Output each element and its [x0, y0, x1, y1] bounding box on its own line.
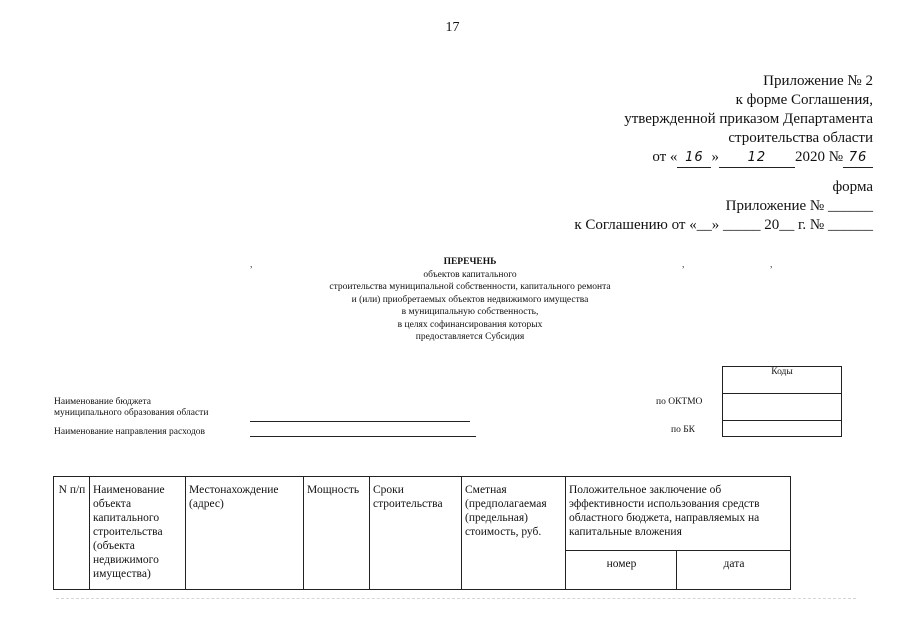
- oktmo-label: по ОКТМО: [656, 397, 703, 407]
- year-and-number-sign: 2020 №: [794, 149, 843, 165]
- title-heading: ПЕРЕЧЕНЬ: [443, 257, 497, 267]
- header-object-name: Наименование объекта капитального строительства (объекта недвижимого имущества): [90, 477, 186, 590]
- header-terms: Сроки строительства: [370, 477, 462, 590]
- title-line: объектов капитального: [423, 269, 517, 280]
- appendix-date-line: [624, 148, 873, 168]
- budget-label-line-2: муниципального образования области: [54, 408, 209, 418]
- bk-code-cell[interactable]: [723, 421, 842, 437]
- form-label: форма: [832, 179, 873, 195]
- title-line: в муниципальную собственность,: [401, 307, 539, 317]
- title-line: строительства муниципальной собственности, капитального ремонта: [329, 282, 611, 292]
- title-line: предоставляется Субсидия: [415, 332, 525, 342]
- date-separator: »: [711, 149, 719, 165]
- appendix-line-2: к форме Соглашения,: [735, 92, 873, 108]
- codes-table: [722, 366, 842, 437]
- header-conclusion-date: дата: [677, 550, 791, 589]
- header-capacity: Мощность: [304, 477, 370, 590]
- header-conclusion-number: номер: [566, 550, 677, 589]
- oktmo-code-cell[interactable]: [723, 394, 842, 421]
- handwritten-month: 12: [719, 148, 795, 168]
- date-prefix: от «: [652, 149, 678, 165]
- direction-label: Наименование направления расходов: [54, 427, 206, 437]
- form-agreement-line: к Соглашению от «__» _____ 20__ г. № ______: [574, 217, 873, 233]
- title-line: и (или) приобретаемых объектов недвижимого имущества: [351, 294, 589, 305]
- bk-label: по БК: [671, 425, 696, 435]
- document-title: [260, 256, 680, 344]
- title-line: в целях софинансирования которых: [397, 319, 543, 330]
- scan-speck: ,: [682, 259, 685, 270]
- header-conclusion: Положительное заключение об эффективности использования средств областного бюджета, направляемых на капитальные вложения: [566, 477, 791, 551]
- header-n: N п/п: [54, 477, 90, 590]
- scan-artifact-line: [56, 598, 856, 602]
- handwritten-day: 16: [677, 148, 711, 168]
- form-block: [574, 178, 873, 235]
- budget-label: [54, 397, 208, 419]
- budget-label-line-1: Наименование бюджета: [54, 397, 151, 407]
- appendix-line-3: утвержденной приказом Департамента: [624, 111, 873, 127]
- appendix-line-1: Приложение № 2: [763, 73, 873, 89]
- budget-name-field[interactable]: [250, 421, 470, 422]
- handwritten-order-number: 76: [843, 148, 873, 168]
- page-number: 17: [445, 20, 460, 35]
- objects-table: [53, 476, 791, 590]
- header-location: Местонахождение (адрес): [186, 477, 304, 590]
- scan-speck: ,: [770, 259, 773, 270]
- header-cost: Сметная (предполагаемая (предельная) стоимость, руб.: [462, 477, 566, 590]
- appendix-header: [624, 72, 873, 168]
- appendix-line-4: строительства области: [728, 130, 873, 146]
- direction-name-field[interactable]: [250, 436, 476, 437]
- form-appendix-number: Приложение № ______: [725, 198, 873, 214]
- scan-speck: ,: [250, 259, 253, 270]
- codes-header: Коды: [723, 367, 842, 394]
